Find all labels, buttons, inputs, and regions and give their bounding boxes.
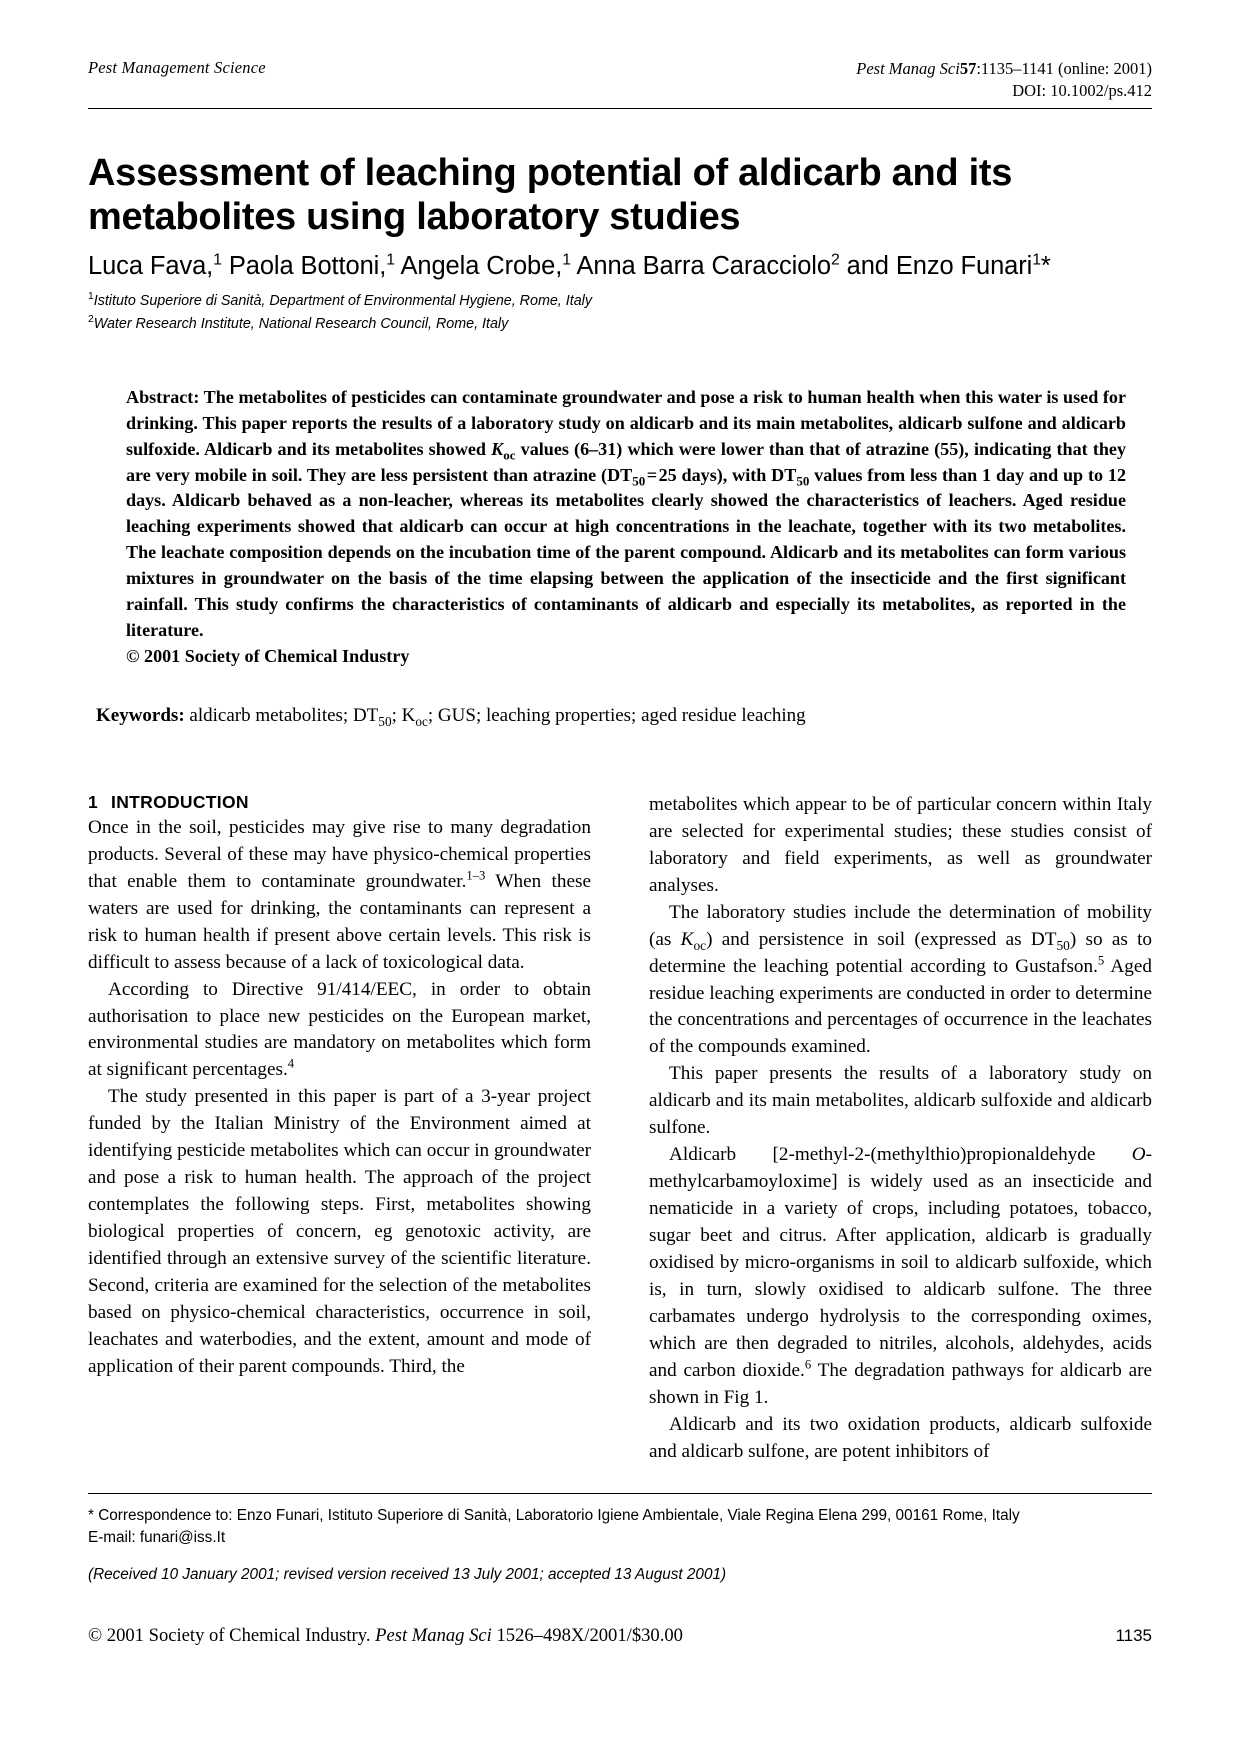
article-title: Assessment of leaching potential of aldicarb and its metabolites using laboratory studies [88, 151, 1013, 238]
correspondence-note: * Correspondence to: Enzo Funari, Istituto Superiore di Sanità, Laboratorio Igiene Ambientale, Viale Regina Elena 299, 00161 Rome, Italy [88, 1507, 1020, 1524]
footnote-block [88, 1505, 1152, 1586]
citation-journal-abbrev: Pest Manag Sci [856, 59, 960, 78]
abstract-section [126, 385, 1126, 670]
paragraph: Aldicarb [2-methyl-2-(methylthio)propionaldehyde O-methylcarbamoyloxime] is widely used as an insecticide and nematicide in a variety of crops, including potatoes, tobacco, sugar beet and citrus. After application, aldicarb is gradually oxidised by micro-organisms in soil to aldicarb sulfoxide, which is, in turn, slowly oxidised to aldicarb sulfone. The three carbamates undergo hydrolysis to the corresponding oximes, which are then degraded to nitriles, alcohols, aldehydes, acids and carbon dioxide.$^6$ The degradation pathways for aldicarb are shown in Fig 1. [649, 1144, 1152, 1409]
affiliation-2 [88, 313, 1152, 335]
paragraph: metabolites which appear to be of particular concern within Italy are selected for experimental studies; these studies consist of laboratory and field experiments, as well as groundwater analyses. [649, 793, 1152, 896]
left-column [88, 792, 591, 1466]
affiliation-text-2: Water Research Institute, National Research Council, Rome, Italy [93, 315, 509, 332]
affiliation-text-1: Istituto Superiore di Sanità, Department of Environmental Hygiene, Rome, Italy [93, 293, 592, 310]
citation-pages: :1135–1141 (online: 2001) [976, 59, 1152, 78]
author-list: Luca Fava,$^1$ Paola Bottoni,$^1$ Angela Crobe,$^1$ Anna Barra Caracciolo$^2$ and Enzo Funari$^1$* [88, 251, 1051, 281]
section-number: 1 [88, 791, 99, 812]
paragraph: Aldicarb and its two oxidation products, aldicarb sulfoxide and aldicarb sulfone, are potent inhibitors of [649, 1414, 1152, 1462]
affiliation-marker-2: 2 [88, 313, 94, 325]
abstract-copyright: © 2001 Society of Chemical Industry [126, 646, 410, 667]
body-columns [88, 792, 1152, 1466]
paragraph: According to Directive 91/414/EEC, in order to obtain authorisation to place new pesticides on the European market, environmental studies are mandatory on metabolites which form at significant percentages.$^4$ [88, 978, 591, 1081]
right-column [649, 792, 1152, 1466]
paragraph: This paper presents the results of a laboratory study on aldicarb and its main metabolites, aldicarb sulfoxide and aldicarb sulfone. [649, 1063, 1152, 1139]
paragraph: The laboratory studies include the determination of mobility (as $K_{oc}$) and persistence in soil (expressed as $DT_{50}$) so as to determine the leaching potential according to Gustafson.$^5$ Aged residue leaching experiments are conducted in order to determine the concentrations and percentages of occurrence in the leachates of the compounds examined. [649, 901, 1152, 1058]
citation-block [856, 58, 1152, 102]
section-title: INTRODUCTION [111, 791, 249, 812]
affiliation-marker-1: 1 [88, 291, 94, 303]
section-heading-introduction [88, 792, 591, 813]
page-number: 1135 [1115, 1626, 1152, 1645]
page-content [88, 58, 1152, 1466]
citation-volume: 57 [959, 59, 977, 78]
correspondence-email: E-mail: funari@iss.It [88, 1529, 226, 1547]
footer-copyright: © 2001 Society of Chemical Industry. Pest Manag Sci 1526–498X/2001/$30.00 [88, 1625, 683, 1646]
footnote-rule [88, 1493, 1152, 1494]
doi: DOI: 10.1002/ps.412 [1012, 80, 1152, 100]
abstract-text: Abstract: The metabolites of pesticides can contaminate groundwater and pose a risk to human health when this water is used for drinking. This paper reports the results of a laboratory study on aldicarb and its main metabolites, aldicarb sulfone and aldicarb sulfoxide. Aldicarb and its metabolites showed $K_{oc}$ values (6–31) which were lower than that of atrazine (55), indicating that they are very mobile in soil. They are less persistent than atrazine ($DT_{50}$ = 25 days), with $DT_{50}$ values from less than 1 day and up to 12 days. Aldicarb behaved as a non-leacher, whereas its metabolites clearly showed the characteristics of leachers. Aged residue leaching experiments showed that aldicarb can occur at high concentrations in the leachate, together with its two metabolites. The leachate composition depends on the incubation time of the parent compound. Aldicarb and its metabolites can form various mixtures in groundwater on the basis of the time elapsing between the application of the insecticide and the first significant rainfall. This study confirms the characteristics of contaminants of aldicarb and especially its metabolites, as reported in the literature. [126, 386, 1127, 641]
affiliation-list [88, 290, 1152, 334]
received-dates: (Received 10 January 2001; revised version received 13 July 2001; accepted 13 August 2001) [88, 1565, 727, 1583]
running-head [88, 58, 1152, 102]
paragraph: Once in the soil, pesticides may give rise to many degradation products. Several of these may have physico-chemical properties that enable them to contaminate groundwater.$^{1-3}$ When these waters are used for drinking, the contaminants can represent a risk to human health if present above certain levels. This risk is difficult to assess because of a lack of toxicological data. [88, 816, 591, 973]
keywords-line: Keywords: aldicarb metabolites; $DT_{50}$; $K_{oc}$; GUS; leaching properties; aged residue leaching [96, 705, 806, 729]
paragraph: The study presented in this paper is part of a 3-year project funded by the Italian Ministry of the Environment aimed at identifying pesticide metabolites which can occur in groundwater and pose a risk to human health. The approach of the project contemplates the following steps. First, metabolites showing biological properties of concern, eg genotoxic activity, are identified through an extensive survey of the scientific literature. Second, criteria are examined for the selection of the metabolites based on physico-chemical characteristics, occurrence in soil, leachates and waterbodies, and the extent, amount and mode of application of their parent compounds. Third, the [88, 1086, 591, 1378]
journal-name: Pest Management Science [88, 58, 266, 77]
header-rule [88, 108, 1152, 109]
page-footer [88, 1625, 1152, 1647]
affiliation-1 [88, 290, 1152, 312]
